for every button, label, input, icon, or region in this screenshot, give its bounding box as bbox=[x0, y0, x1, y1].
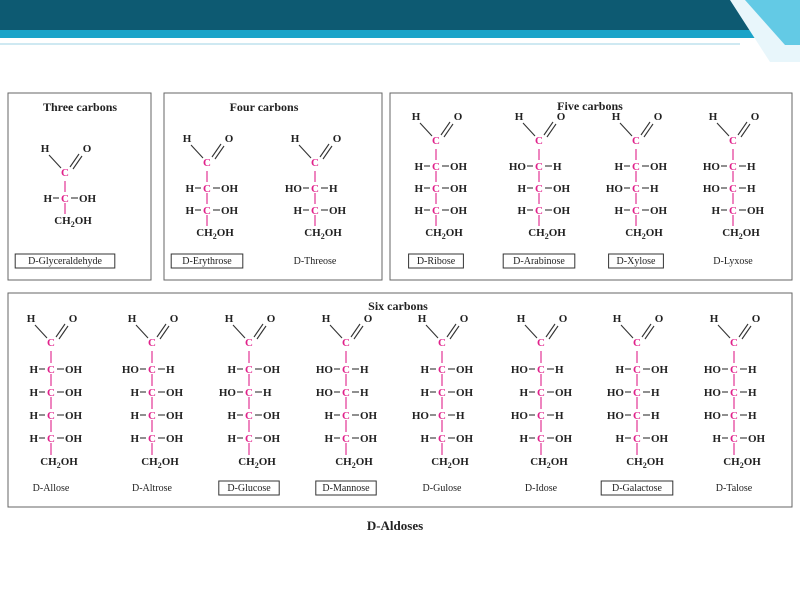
substituent-left: HO bbox=[703, 387, 721, 399]
carbon: C bbox=[311, 183, 319, 195]
substituent-left: H bbox=[130, 410, 139, 422]
carbon: C bbox=[730, 410, 738, 422]
aldehyde-o: O bbox=[169, 313, 179, 325]
carbon: C bbox=[438, 387, 446, 399]
double-bond bbox=[739, 324, 748, 337]
substituent-left: HO bbox=[702, 183, 720, 195]
double-bond bbox=[320, 144, 329, 157]
bond bbox=[330, 325, 342, 338]
substituent-left: H bbox=[414, 161, 423, 173]
aldehyde-h: H bbox=[611, 111, 621, 123]
diagram-title: D-Aldoses bbox=[366, 518, 424, 533]
substituent-right: OH bbox=[748, 433, 766, 445]
double-bond bbox=[444, 124, 453, 137]
bond bbox=[233, 325, 245, 338]
substituent-left: H bbox=[293, 205, 302, 217]
carbon: C bbox=[632, 205, 640, 217]
double-bond bbox=[157, 324, 166, 337]
molecule-d-glyceraldehyde bbox=[15, 143, 115, 268]
molecule-d-galactose bbox=[601, 313, 673, 495]
double-bond bbox=[641, 122, 650, 135]
bond bbox=[717, 123, 729, 136]
panel-frame-three bbox=[8, 93, 151, 280]
bond bbox=[523, 123, 535, 136]
ch2oh-group: $CH_2OH$ bbox=[625, 227, 663, 241]
carbon: C bbox=[632, 183, 640, 195]
double-bond bbox=[257, 326, 266, 339]
substituent-left: H bbox=[29, 387, 38, 399]
molecule-name: D-Threose bbox=[293, 256, 337, 267]
substituent-right: OH bbox=[651, 364, 669, 376]
carbon: C bbox=[245, 337, 253, 349]
substituent-left: HO bbox=[702, 161, 720, 173]
aldehyde-h: H bbox=[514, 111, 524, 123]
substituent-left: H bbox=[185, 183, 194, 195]
carbon: C bbox=[537, 387, 545, 399]
ch2oh-group: $CH_2OH$ bbox=[530, 456, 568, 470]
substituent-left: H bbox=[414, 205, 423, 217]
substituent-right: H bbox=[651, 410, 660, 422]
double-bond bbox=[447, 324, 456, 337]
carbon: C bbox=[203, 183, 211, 195]
substituent-right: H bbox=[555, 364, 564, 376]
bond bbox=[621, 325, 633, 338]
carbon: C bbox=[148, 387, 156, 399]
molecule-name: D-Erythrose bbox=[182, 256, 232, 267]
substituent-right: OH bbox=[747, 205, 765, 217]
molecule-name: D-Galactose bbox=[612, 483, 662, 494]
carbon: C bbox=[432, 161, 440, 173]
substituent-left: H bbox=[29, 364, 38, 376]
substituent-left: HO bbox=[703, 364, 721, 376]
molecule-name: D-Xylose bbox=[616, 256, 656, 267]
bond bbox=[191, 145, 203, 158]
panel-header: Three carbons bbox=[42, 100, 118, 114]
substituent-left: H bbox=[130, 433, 139, 445]
carbon: C bbox=[342, 410, 350, 422]
substituent-left: H bbox=[420, 364, 429, 376]
aldehyde-o: O bbox=[750, 111, 760, 123]
carbon: C bbox=[47, 387, 55, 399]
double-bond bbox=[644, 124, 653, 137]
molecule-d-lyxose bbox=[703, 111, 765, 267]
carbon: C bbox=[203, 157, 211, 169]
carbon: C bbox=[537, 364, 545, 376]
carbon: C bbox=[729, 135, 737, 147]
substituent-left: HO bbox=[315, 387, 333, 399]
ch2oh-group: $CH_2OH$ bbox=[528, 227, 566, 241]
substituent-right: OH bbox=[456, 364, 474, 376]
carbon: C bbox=[730, 387, 738, 399]
substituent-right: OH bbox=[263, 433, 281, 445]
carbon: C bbox=[535, 205, 543, 217]
substituent-right: OH bbox=[651, 433, 669, 445]
panel-header: Four carbons bbox=[229, 100, 299, 114]
molecule-d-ribose bbox=[409, 111, 468, 268]
aldehyde-h: H bbox=[709, 313, 719, 325]
carbon: C bbox=[633, 410, 641, 422]
substituent-left: HO bbox=[284, 183, 302, 195]
carbon: C bbox=[61, 167, 69, 179]
substituent-right: H bbox=[329, 183, 338, 195]
molecule-d-glucose bbox=[219, 313, 281, 495]
substituent-right: OH bbox=[555, 387, 573, 399]
panel-header: Five carbons bbox=[557, 99, 623, 113]
carbon: C bbox=[633, 387, 641, 399]
double-bond bbox=[741, 124, 750, 137]
molecule-name: D-Gulose bbox=[422, 483, 462, 494]
molecule-name: D-Glucose bbox=[227, 483, 271, 494]
carbon: C bbox=[537, 410, 545, 422]
substituent-right: OH bbox=[65, 433, 83, 445]
carbon: C bbox=[633, 337, 641, 349]
aldehyde-o: O bbox=[453, 111, 463, 123]
molecule-d-arabinose bbox=[503, 111, 575, 268]
carbon: C bbox=[61, 193, 69, 205]
carbon: C bbox=[432, 135, 440, 147]
substituent-left: HO bbox=[703, 410, 721, 422]
panel-frame-four bbox=[164, 93, 382, 280]
carbon: C bbox=[245, 364, 253, 376]
carbon: C bbox=[730, 364, 738, 376]
double-bond bbox=[546, 324, 555, 337]
aldehyde-o: O bbox=[363, 313, 373, 325]
double-bond bbox=[645, 326, 654, 339]
substituent-left: HO bbox=[218, 387, 236, 399]
substituent-left: H bbox=[519, 433, 528, 445]
substituent-right: H bbox=[748, 387, 757, 399]
aldehyde-h: H bbox=[26, 313, 36, 325]
carbon: C bbox=[632, 161, 640, 173]
molecule-d-talose bbox=[704, 313, 766, 494]
double-bond bbox=[544, 122, 553, 135]
bond bbox=[420, 123, 432, 136]
molecule-d-xylose bbox=[606, 111, 668, 268]
carbon: C bbox=[438, 433, 446, 445]
molecule-name: D-Glyceraldehyde bbox=[28, 256, 102, 267]
substituent-right: OH bbox=[650, 161, 668, 173]
carbon: C bbox=[203, 205, 211, 217]
panel-header: Six carbons bbox=[368, 299, 428, 313]
double-bond bbox=[56, 324, 65, 337]
panel-frame-six bbox=[8, 293, 792, 507]
substituent-left: H bbox=[227, 364, 236, 376]
aldehyde-o: O bbox=[558, 313, 568, 325]
carbon: C bbox=[535, 183, 543, 195]
carbon: C bbox=[432, 205, 440, 217]
substituent-left: HO bbox=[606, 410, 624, 422]
carbon: C bbox=[342, 387, 350, 399]
substituent-left: HO bbox=[121, 364, 139, 376]
carbon: C bbox=[729, 161, 737, 173]
substituent-right: OH bbox=[79, 193, 97, 205]
substituent-right: OH bbox=[65, 387, 83, 399]
molecule-name: D-Lyxose bbox=[713, 256, 753, 267]
molecule-d-gulose bbox=[412, 313, 474, 494]
carbon: C bbox=[537, 337, 545, 349]
carbon: C bbox=[632, 135, 640, 147]
substituent-right: OH bbox=[456, 387, 474, 399]
substituent-left: H bbox=[712, 433, 721, 445]
substituent-left: H bbox=[414, 183, 423, 195]
double-bond bbox=[254, 324, 263, 337]
double-bond bbox=[549, 326, 558, 339]
substituent-left: H bbox=[420, 387, 429, 399]
carbon: C bbox=[432, 183, 440, 195]
double-bond bbox=[441, 122, 450, 135]
carbon: C bbox=[148, 364, 156, 376]
molecule-name: D-Altrose bbox=[132, 483, 172, 494]
molecule-d-allose bbox=[27, 313, 83, 494]
aldehyde-o: O bbox=[82, 143, 92, 155]
substituent-right: OH bbox=[263, 364, 281, 376]
carbon: C bbox=[342, 337, 350, 349]
substituent-left: H bbox=[517, 183, 526, 195]
ch2oh-group: $CH_2OH$ bbox=[335, 456, 373, 470]
substituent-right: H bbox=[651, 387, 660, 399]
molecule-d-erythrose bbox=[171, 133, 243, 268]
carbon: C bbox=[342, 364, 350, 376]
molecule-d-idose bbox=[511, 313, 573, 494]
substituent-right: H bbox=[553, 161, 562, 173]
double-bond bbox=[354, 326, 363, 339]
substituent-right: H bbox=[555, 410, 564, 422]
carbon: C bbox=[148, 410, 156, 422]
substituent-right: OH bbox=[166, 433, 184, 445]
substituent-left: H bbox=[711, 205, 720, 217]
carbon: C bbox=[47, 337, 55, 349]
double-bond bbox=[59, 326, 68, 339]
carbon: C bbox=[537, 433, 545, 445]
substituent-left: H bbox=[227, 433, 236, 445]
substituent-left: H bbox=[43, 193, 52, 205]
substituent-right: OH bbox=[360, 410, 378, 422]
substituent-right: OH bbox=[450, 183, 468, 195]
double-bond bbox=[70, 154, 79, 167]
molecule-name: D-Mannose bbox=[322, 483, 370, 494]
substituent-right: OH bbox=[650, 205, 668, 217]
aldehyde-h: H bbox=[417, 313, 427, 325]
substituent-right: OH bbox=[263, 410, 281, 422]
substituent-left: H bbox=[420, 433, 429, 445]
aldehyde-o: O bbox=[332, 133, 342, 145]
substituent-left: H bbox=[517, 205, 526, 217]
molecule-name: D-Idose bbox=[524, 483, 558, 494]
double-bond bbox=[215, 146, 224, 159]
substituent-right: H bbox=[748, 410, 757, 422]
aldehyde-h: H bbox=[290, 133, 300, 145]
bond bbox=[49, 155, 61, 168]
substituent-right: H bbox=[747, 161, 756, 173]
substituent-right: OH bbox=[221, 205, 239, 217]
carbon: C bbox=[730, 337, 738, 349]
bond bbox=[620, 123, 632, 136]
aldehyde-h: H bbox=[40, 143, 50, 155]
molecule-name: D-Arabinose bbox=[513, 256, 565, 267]
carbon: C bbox=[633, 364, 641, 376]
substituent-right: OH bbox=[553, 205, 571, 217]
molecule-name: D-Ribose bbox=[416, 256, 456, 267]
aldehyde-h: H bbox=[182, 133, 192, 145]
aldehyde-h: H bbox=[612, 313, 622, 325]
substituent-left: HO bbox=[508, 161, 526, 173]
carbon: C bbox=[47, 433, 55, 445]
substituent-left: H bbox=[615, 364, 624, 376]
ch2oh-group: $CH_2OH$ bbox=[238, 456, 276, 470]
bond bbox=[426, 325, 438, 338]
ch2oh-group: $CH_2OH$ bbox=[722, 227, 760, 241]
bond bbox=[525, 325, 537, 338]
ch2oh-group: $CH_2OH$ bbox=[196, 227, 234, 241]
substituent-right: OH bbox=[65, 364, 83, 376]
substituent-right: OH bbox=[166, 387, 184, 399]
substituent-right: OH bbox=[166, 410, 184, 422]
substituent-right: H bbox=[650, 183, 659, 195]
carbon: C bbox=[245, 410, 253, 422]
ch2oh-group: $CH_2OH$ bbox=[54, 215, 92, 229]
aldehyde-o: O bbox=[751, 313, 761, 325]
molecule-d-mannose bbox=[316, 313, 378, 495]
substituent-left: HO bbox=[315, 364, 333, 376]
substituent-right: H bbox=[456, 410, 465, 422]
substituent-left: H bbox=[519, 387, 528, 399]
carbon: C bbox=[148, 337, 156, 349]
substituent-right: H bbox=[166, 364, 175, 376]
substituent-right: OH bbox=[450, 161, 468, 173]
carbon: C bbox=[535, 161, 543, 173]
bond bbox=[35, 325, 47, 338]
substituent-left: H bbox=[29, 433, 38, 445]
carbon: C bbox=[438, 410, 446, 422]
substituent-right: H bbox=[263, 387, 272, 399]
double-bond bbox=[323, 146, 332, 159]
ch2oh-group: $CH_2OH$ bbox=[40, 456, 78, 470]
molecule-d-altrose bbox=[122, 313, 184, 494]
substituent-left: H bbox=[324, 433, 333, 445]
substituent-right: H bbox=[360, 387, 369, 399]
substituent-right: H bbox=[748, 364, 757, 376]
carbon: C bbox=[311, 205, 319, 217]
substituent-right: OH bbox=[329, 205, 347, 217]
aldehyde-h: H bbox=[516, 313, 526, 325]
double-bond bbox=[642, 324, 651, 337]
substituent-left: H bbox=[614, 205, 623, 217]
double-bond bbox=[450, 326, 459, 339]
aldehyde-o: O bbox=[556, 111, 566, 123]
substituent-left: H bbox=[185, 205, 194, 217]
substituent-right: OH bbox=[65, 410, 83, 422]
carbon: C bbox=[245, 433, 253, 445]
substituent-left: HO bbox=[606, 387, 624, 399]
carbon: C bbox=[245, 387, 253, 399]
substituent-left: H bbox=[227, 410, 236, 422]
carbon: C bbox=[47, 364, 55, 376]
double-bond bbox=[160, 326, 169, 339]
aldehyde-h: H bbox=[224, 313, 234, 325]
aldehyde-h: H bbox=[411, 111, 421, 123]
substituent-right: OH bbox=[450, 205, 468, 217]
ch2oh-group: $CH_2OH$ bbox=[723, 456, 761, 470]
molecule-d-threose bbox=[285, 133, 347, 267]
aldehyde-h: H bbox=[708, 111, 718, 123]
carbon: C bbox=[438, 337, 446, 349]
molecule-name: D-Allose bbox=[32, 483, 70, 494]
bond bbox=[136, 325, 148, 338]
aldehyde-o: O bbox=[653, 111, 663, 123]
aldehyde-o: O bbox=[654, 313, 664, 325]
substituent-left: H bbox=[29, 410, 38, 422]
double-bond bbox=[73, 156, 82, 169]
carbon: C bbox=[47, 410, 55, 422]
ch2oh-group: $CH_2OH$ bbox=[626, 456, 664, 470]
double-bond bbox=[738, 122, 747, 135]
substituent-left: HO bbox=[510, 364, 528, 376]
substituent-right: H bbox=[747, 183, 756, 195]
aldehyde-h: H bbox=[127, 313, 137, 325]
double-bond bbox=[212, 144, 221, 157]
carbon: C bbox=[535, 135, 543, 147]
substituent-left: H bbox=[614, 161, 623, 173]
substituent-left: HO bbox=[510, 410, 528, 422]
substituent-left: H bbox=[324, 410, 333, 422]
double-bond bbox=[351, 324, 360, 337]
carbon: C bbox=[148, 433, 156, 445]
carbon: C bbox=[729, 183, 737, 195]
substituent-right: OH bbox=[456, 433, 474, 445]
carbon: C bbox=[730, 433, 738, 445]
substituent-left: HO bbox=[411, 410, 429, 422]
bond bbox=[718, 325, 730, 338]
substituent-right: OH bbox=[553, 183, 571, 195]
substituent-right: OH bbox=[360, 433, 378, 445]
bond bbox=[299, 145, 311, 158]
substituent-right: H bbox=[360, 364, 369, 376]
ch2oh-group: $CH_2OH$ bbox=[425, 227, 463, 241]
aldehyde-o: O bbox=[459, 313, 469, 325]
ch2oh-group: $CH_2OH$ bbox=[431, 456, 469, 470]
carbon: C bbox=[438, 364, 446, 376]
substituent-left: H bbox=[615, 433, 624, 445]
carbon: C bbox=[729, 205, 737, 217]
ch2oh-group: $CH_2OH$ bbox=[141, 456, 179, 470]
molecule-name: D-Talose bbox=[715, 483, 753, 494]
aldehyde-o: O bbox=[68, 313, 78, 325]
substituent-right: OH bbox=[221, 183, 239, 195]
ch2oh-group: $CH_2OH$ bbox=[304, 227, 342, 241]
aldehyde-o: O bbox=[224, 133, 234, 145]
carbon: C bbox=[342, 433, 350, 445]
double-bond bbox=[547, 124, 556, 137]
aldehyde-h: H bbox=[321, 313, 331, 325]
substituent-left: H bbox=[130, 387, 139, 399]
substituent-right: OH bbox=[555, 433, 573, 445]
carbon: C bbox=[311, 157, 319, 169]
substituent-left: HO bbox=[605, 183, 623, 195]
aldehyde-o: O bbox=[266, 313, 276, 325]
double-bond bbox=[742, 326, 751, 339]
carbon: C bbox=[633, 433, 641, 445]
